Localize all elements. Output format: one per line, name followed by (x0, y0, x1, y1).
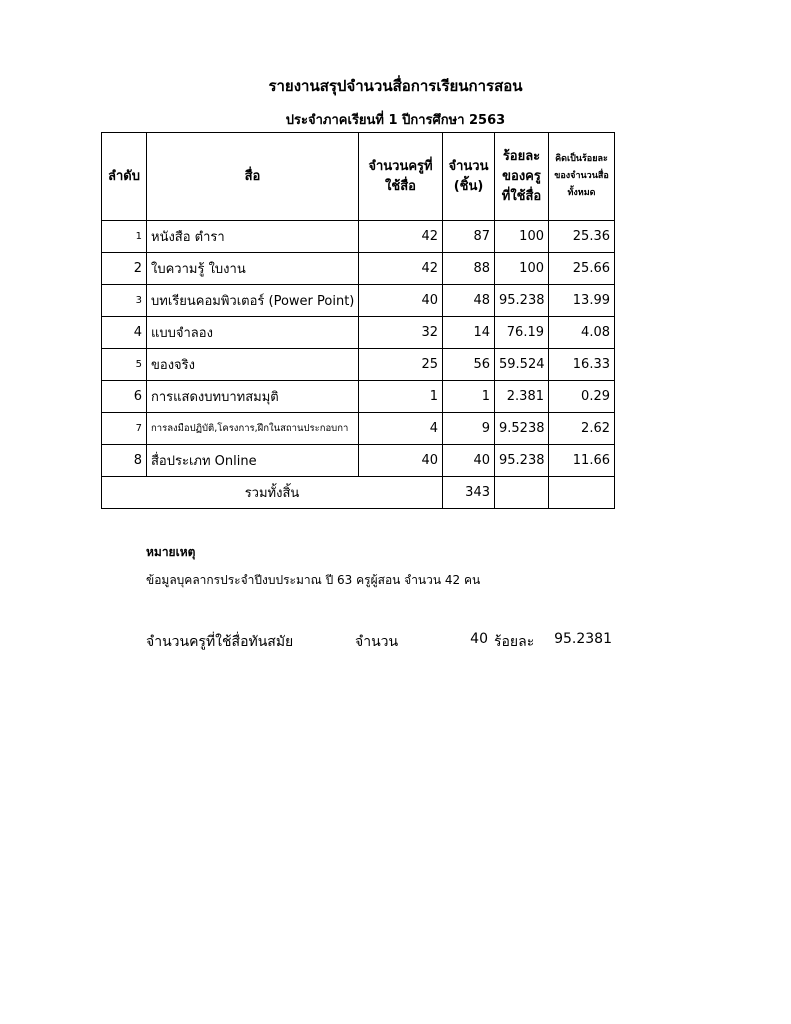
table-row (102, 349, 615, 381)
media-name: การแสดงบทบาทสมมุติ (147, 381, 359, 413)
media-percent: 16.33 (549, 349, 615, 381)
teacher-percent: 76.19 (495, 317, 549, 349)
table-row (102, 445, 615, 477)
table-row (102, 221, 615, 253)
table-header-row (102, 133, 615, 221)
media-table (101, 132, 615, 509)
media-name: แบบจำลอง (147, 317, 359, 349)
row-number: 2 (102, 253, 147, 285)
summary-pct-label: ร้อยละ (494, 634, 535, 650)
teacher-count: 42 (359, 221, 443, 253)
note-heading: หมายเหตุ (146, 545, 196, 559)
teacher-percent: 100 (495, 221, 549, 253)
teacher-count: 32 (359, 317, 443, 349)
media-percent: 13.99 (549, 285, 615, 317)
media-name: การลงมือปฏิบัติ,โครงการ,ฝึกในสถานประกอบกา (147, 413, 359, 445)
media-name: บทเรียนคอมพิวเตอร์ (Power Point) (147, 285, 359, 317)
teacher-percent: 95.238 (495, 285, 549, 317)
media-percent: 25.66 (549, 253, 615, 285)
media-name: ใบความรู้ ใบงาน (147, 253, 359, 285)
table-row (102, 413, 615, 445)
media-name: หนังสือ ตำรา (147, 221, 359, 253)
header-pct-teachers: ร้อยละของครูที่ใช้สื่อ (495, 133, 549, 221)
row-number: 1 (102, 221, 147, 253)
report-subtitle: ประจำภาคเรียนที่ 1 ปีการศึกษา 2563 (285, 113, 506, 128)
teacher-percent: 59.524 (495, 349, 549, 381)
media-count: 56 (443, 349, 495, 381)
media-count: 9 (443, 413, 495, 445)
table-row (102, 317, 615, 349)
total-label: รวมทั้งสิ้น (102, 477, 443, 509)
teacher-count: 42 (359, 253, 443, 285)
table-row (102, 285, 615, 317)
summary-count-label: จำนวน (355, 634, 399, 650)
media-count: 40 (443, 445, 495, 477)
total-row (102, 477, 615, 509)
header-teachers: จำนวนครูที่ใช้สื่อ (359, 133, 443, 221)
media-count: 87 (443, 221, 495, 253)
media-count: 48 (443, 285, 495, 317)
media-name: สื่อประเภท Online (147, 445, 359, 477)
teacher-count: 4 (359, 413, 443, 445)
total-count: 343 (443, 477, 495, 509)
row-number: 3 (102, 285, 147, 317)
table-row (102, 381, 615, 413)
media-count: 1 (443, 381, 495, 413)
total-empty-cell (495, 477, 549, 509)
teacher-percent: 9.5238 (495, 413, 549, 445)
summary-count: 40 (470, 631, 488, 647)
report-title: รายงานสรุปจำนวนสื่อการเรียนการสอน (268, 77, 523, 95)
header-media: สื่อ (147, 133, 359, 221)
teacher-count: 1 (359, 381, 443, 413)
row-number: 8 (102, 445, 147, 477)
summary-label: จำนวนครูที่ใช้สื่อทันสมัย (146, 634, 294, 650)
total-empty-cell (549, 477, 615, 509)
header-pct-media: คิดเป็นร้อยละของจำนวนสื่อทั้งหมด (549, 133, 615, 221)
media-percent: 2.62 (549, 413, 615, 445)
note-text: ข้อมูลบุคลากรประจำปีงบประมาณ ปี 63 ครูผู้สอน จำนวน 42 คน (146, 573, 481, 587)
header-no: ลำดับ (102, 133, 147, 221)
media-name: ของจริง (147, 349, 359, 381)
header-count: จำนวน (ชิ้น) (443, 133, 495, 221)
media-count: 14 (443, 317, 495, 349)
teacher-percent: 100 (495, 253, 549, 285)
media-percent: 4.08 (549, 317, 615, 349)
table-row (102, 253, 615, 285)
row-number: 6 (102, 381, 147, 413)
media-count: 88 (443, 253, 495, 285)
teacher-percent: 95.238 (495, 445, 549, 477)
row-number: 4 (102, 317, 147, 349)
summary-pct: 95.2381 (554, 631, 612, 647)
teacher-count: 40 (359, 285, 443, 317)
teacher-percent: 2.381 (495, 381, 549, 413)
media-percent: 25.36 (549, 221, 615, 253)
media-percent: 11.66 (549, 445, 615, 477)
teacher-count: 40 (359, 445, 443, 477)
row-number: 7 (102, 413, 147, 445)
row-number: 5 (102, 349, 147, 381)
teacher-count: 25 (359, 349, 443, 381)
media-percent: 0.29 (549, 381, 615, 413)
